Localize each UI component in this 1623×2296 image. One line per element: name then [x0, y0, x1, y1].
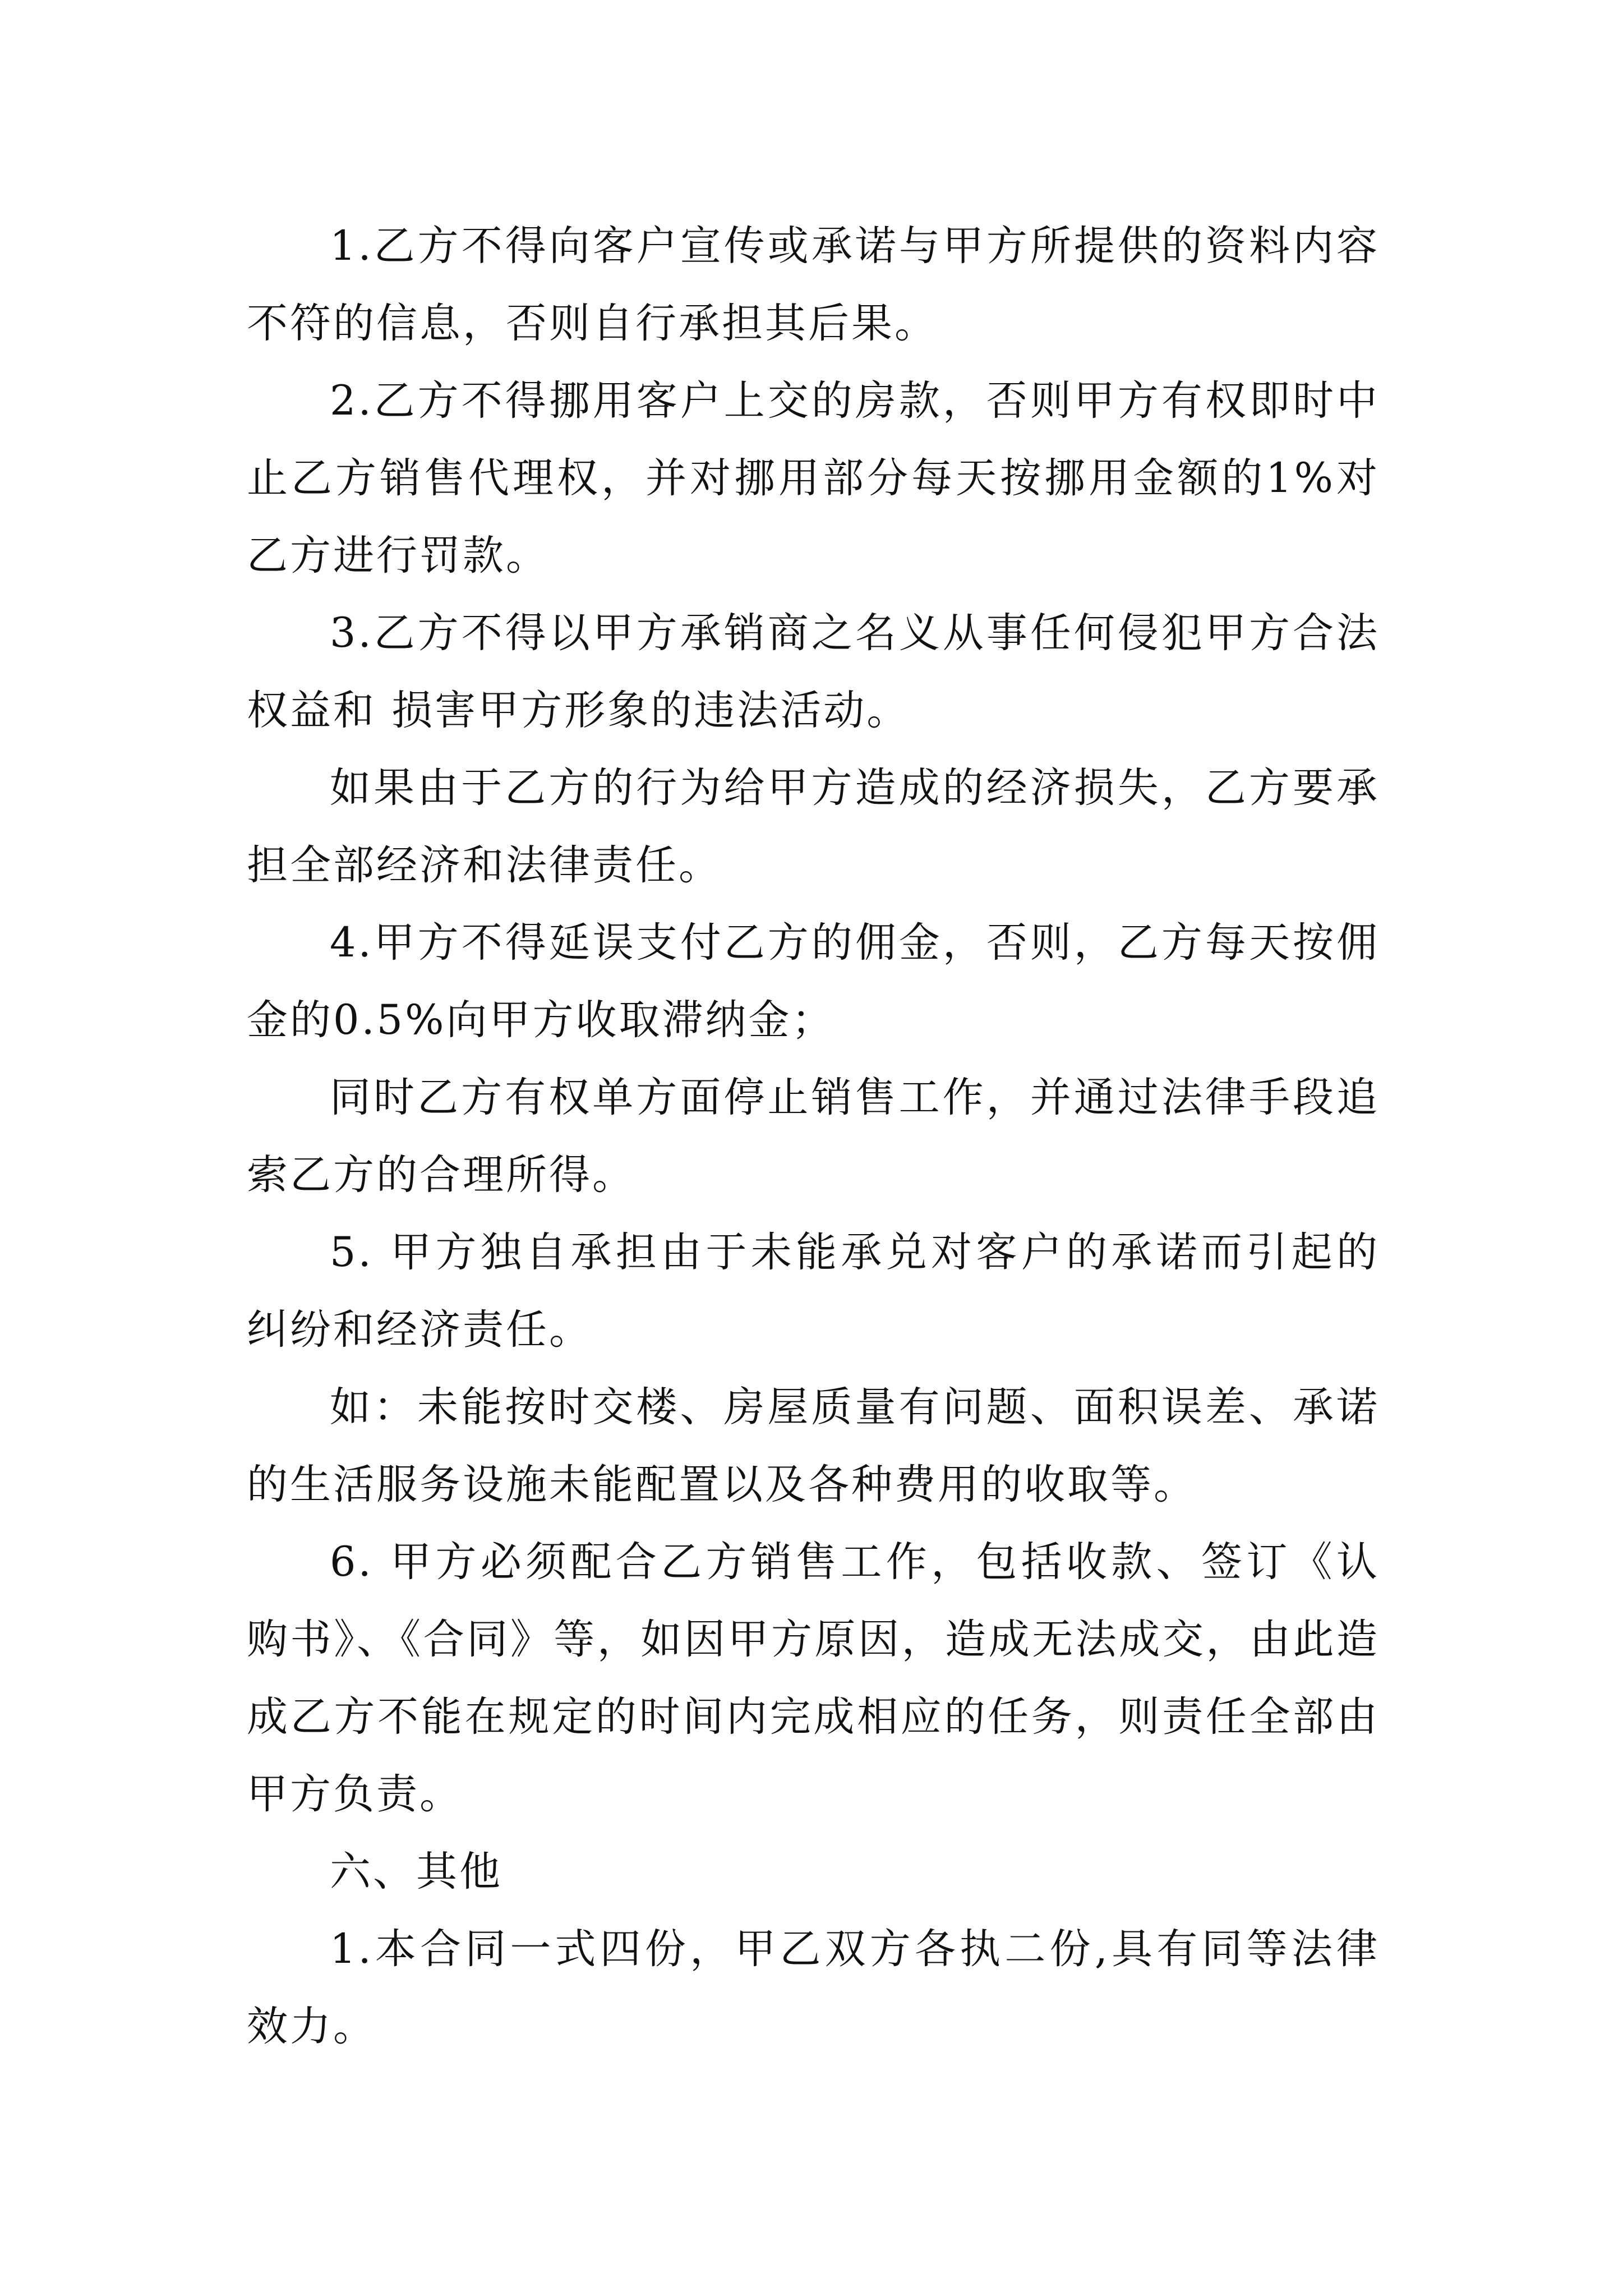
- clause-5-party-a-responsibility: 5. 甲方独自承担由于未能承兑对客户的承诺而引起的纠纷和经济责任。: [247, 1228, 1380, 1354]
- clause-1-no-false-promises: 1.乙方不得向客户宣传或承诺与甲方所提供的资料内容不符的信息，否则自行承担其后果。: [247, 222, 1380, 347]
- clause-3-no-illegal-activity: 3.乙方不得以甲方承销商之名义从事任何侵犯甲方合法权益和 损害甲方形象的违法活动。: [247, 609, 1380, 734]
- clause-4-remedy-note: 同时乙方有权单方面停止销售工作，并通过法律手段追索乙方的合理所得。: [247, 1074, 1380, 1199]
- clause-5-examples: 如：未能按时交楼、房屋质量有问题、面积误差、承诺的生活服务设施未能配置以及各种费用的收取等。: [247, 1383, 1380, 1508]
- section-heading-other: 六、其他: [330, 1848, 502, 1895]
- other-clause-1-copies: 1.本合同一式四份，甲乙双方各执二份,具有同等法律效力。: [247, 1925, 1380, 2050]
- clause-4-commission-payment: 4.甲方不得延误支付乙方的佣金，否则，乙方每天按佣金的0.5%向甲方收取滞纳金；: [247, 919, 1380, 1044]
- clause-6-cooperation: 6. 甲方必须配合乙方销售工作，包括收款、签订《认购书》、《合同》等，如因甲方原因，造成无法成交，由此造成乙方不能在规定的时间内完成相应的任务，则责任全部由甲方负责。: [247, 1538, 1380, 1818]
- clause-2-no-misappropriation: 2.乙方不得挪用客户上交的房款，否则甲方有权即时中止乙方销售代理权，并对挪用部分每天按挪用金额的1%对乙方进行罚款。: [247, 377, 1380, 579]
- clause-3-liability-note: 如果由于乙方的行为给甲方造成的经济损失，乙方要承担全部经济和法律责任。: [247, 764, 1380, 889]
- document-body: [247, 208, 1380, 2065]
